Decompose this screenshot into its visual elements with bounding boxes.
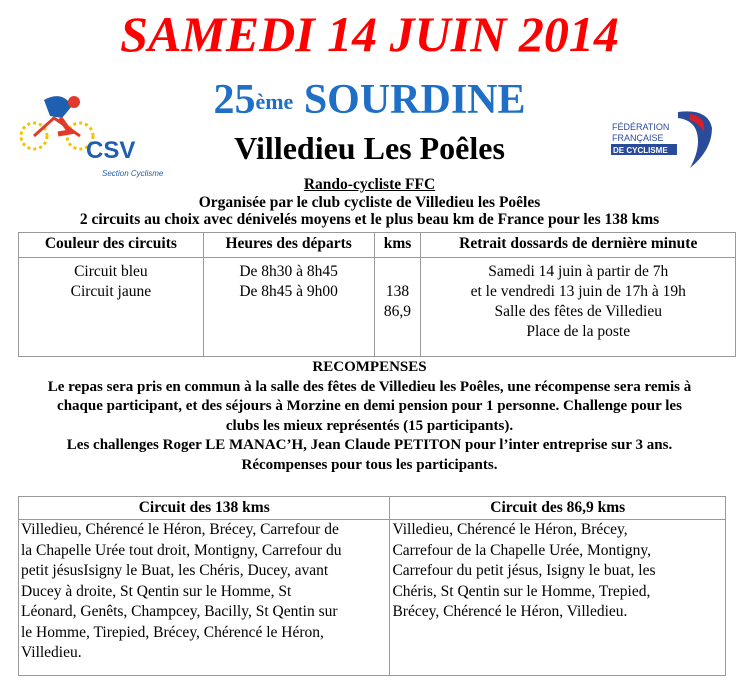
ffc-line-2: FRANÇAISE [612,133,664,143]
intro-line-1: Rando-cycliste FFC [303,176,436,193]
kms-yellow: 86,9 [383,303,412,320]
rewards-line-2: chaque participant, et des séjours à Morzine en demi pension pour 1 personne. Challenge pour les [57,398,682,414]
departure-cell [203,258,374,357]
retrait-line-2: et le vendredi 13 juin de 17h à 19h [470,283,686,300]
header-departures: Heures des départs [203,233,374,258]
route-138-line-5: Léonard, Genêts, Champcey, Bacilly, St Qentin sur [21,603,338,620]
rewards-section [10,358,729,475]
route-869-line-3: Carrefour du petit jésus, Isigny le buat, les [392,562,656,579]
rewards-line-1: Le repas sera pris en commun à la salle des fêtes de Villedieu les Poêles, une récompense sera remis à [47,378,692,395]
event-date-title: SAMEDI 14 JUIN 2014 [120,6,619,62]
town-name: Villedieu Les Poêles [234,130,505,166]
circuit-869-title: Circuit des 86,9 kms [390,497,726,520]
circuit-info-table [18,232,736,357]
header-retrait: Retrait dossards de dernière minute [421,233,736,258]
circuit-138-route [19,520,390,676]
ffc-line-1: FÉDÉRATION [612,122,670,132]
rewards-title: RECOMPENSES [312,359,427,375]
csv-logo-subtitle: Section Cyclisme [102,169,164,178]
colour-yellow: Circuit jaune [70,283,152,300]
ffc-line-3: DE CYCLISME [613,146,668,155]
departure-yellow: De 8h45 à 9h00 [239,283,338,300]
route-869-line-5: Brécey, Chérencé le Héron, Villedieu. [392,603,628,620]
colour-cell [19,258,204,357]
route-138-line-1: Villedieu, Chérencé le Héron, Brécey, Carrefour de [21,521,339,538]
route-138-line-4: Ducey à droite, St Qentin sur le Homme, St [21,582,292,600]
circuit-869-route [390,520,726,676]
route-138-line-6: le Homme, Tirepied, Brécey, Chérencé le Héron, [21,623,324,641]
route-138-line-7: Villedieu. [21,644,82,661]
intro-line-3: 2 circuits au choix avec dénivelés moyens et le plus beau km de France pour les 138 kms [79,211,660,228]
retrait-line-3: Salle des fêtes de Villedieu [494,303,662,320]
colour-blue: Circuit bleu [74,263,148,280]
header-colour: Couleur des circuits [19,233,204,258]
route-138-line-2: la Chapelle Urée tout droit, Montigny, Carrefour du [21,541,342,559]
departure-blue: De 8h30 à 8h45 [239,263,338,280]
retrait-line-1: Samedi 14 juin à partir de 7h [488,263,669,280]
rewards-line-5: Récompenses pour tous les participants. [241,456,498,473]
edition-suffix: ème [255,89,294,114]
rewards-line-4: Les challenges Roger LE MANAC’H, Jean Claude PETITON pour l’inter entreprise sur 3 ans. [66,437,673,453]
rewards-line-3: clubs les mieux représentés (15 participants). [225,417,514,434]
event-intro [0,176,739,229]
retrait-line-4: Place de la poste [526,323,631,340]
route-138-line-3: petit jésusIsigny le Buat, les Chéris, Ducey, avant [21,562,329,579]
route-869-line-4: Chéris, St Qentin sur le Homme, Trepied, [392,582,651,600]
edition-number: 25 [213,77,256,123]
circuit-138-title: Circuit des 138 kms [19,497,390,520]
intro-line-2: Organisée par le club cycliste de Villedieu les Poêles [198,193,541,211]
route-869-line-2: Carrefour de la Chapelle Urée, Montigny, [392,541,651,559]
event-name: SOURDINE [303,77,526,123]
route-869-line-1: Villedieu, Chérencé le Héron, Brécey, [392,521,628,538]
header-kms: kms [374,233,421,258]
kms-cell [374,258,421,357]
csv-logo-text: CSV [86,137,136,164]
retrait-cell [421,258,736,357]
circuit-routes-table [18,496,726,676]
kms-blue: 138 [385,283,410,300]
